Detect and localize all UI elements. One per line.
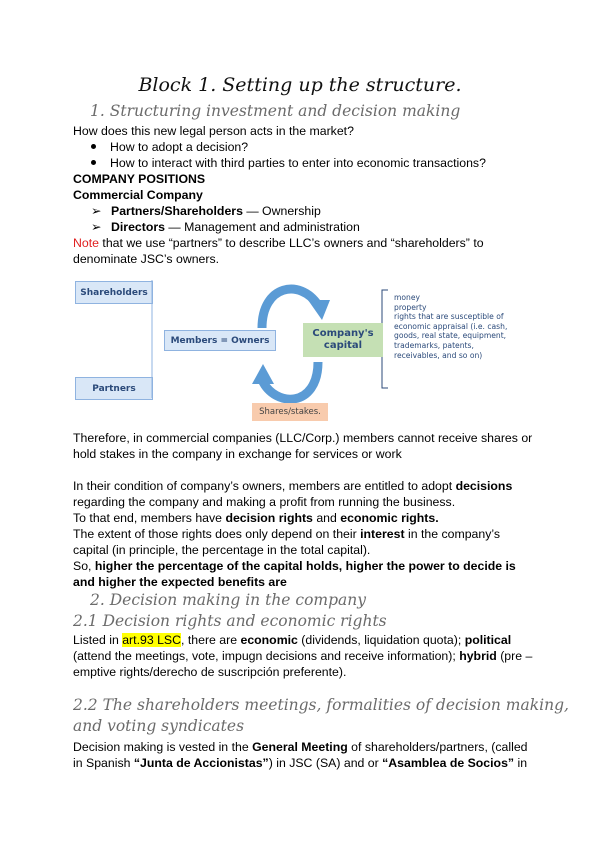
subsection-2-2-heading: 2.2 The shareholders meetings, formalities of decision making, <box>73 696 569 714</box>
shareholders-box: Shareholders <box>75 281 153 304</box>
paragraph-line: hold stakes in the company in exchange for services or work <box>73 447 402 461</box>
paragraph-line: In their condition of company’s owners, members are entitled to adopt decisions <box>73 479 513 493</box>
paragraph-line: in Spanish “Junta de Accionistas”) in JSC (SA) and or “Asamblea de Socios” in <box>73 756 528 770</box>
page-title: Block 1. Setting up the structure. <box>138 74 462 96</box>
role-item: ➢ Directors — Management and administration <box>91 220 360 234</box>
note-line: Note that we use “partners” to describe LLC’s owners and “shareholders” to <box>73 236 484 250</box>
paragraph-line: The extent of those rights does only depend on their interest in the company’s <box>73 527 501 541</box>
role-item: ➢ Partners/Shareholders — Ownership <box>91 204 321 218</box>
bullet-item: How to interact with third parties to enter into economic transactions? <box>91 155 486 171</box>
bullet-item: How to adopt a decision? <box>91 139 248 155</box>
top-arrowhead-icon <box>308 300 330 320</box>
paragraph-line: So, higher the percentage of the capital holds, higher the power to decide is <box>73 559 516 573</box>
shares-stakes-box: Shares/stakes. <box>252 403 328 421</box>
paragraph-line: To that end, members have decision rights and economic rights. <box>73 511 439 525</box>
subsection-2-1-heading: 2.1 Decision rights and economic rights <box>73 612 387 630</box>
section-2-heading: 2. Decision making in the company <box>90 591 367 609</box>
arrow-bullet-icon: ➢ <box>91 204 102 218</box>
paragraph-line: Listed in art.93 LSC, there are economic (dividends, liquidation quota); political <box>73 633 512 647</box>
arrow-bullet-icon: ➢ <box>91 220 102 234</box>
company-positions-heading: COMPANY POSITIONS <box>73 172 206 186</box>
highlighted-reference: art.93 LSC <box>122 633 182 647</box>
paragraph-line: capital (in principle, the percentage in the total capital). <box>73 543 371 557</box>
paragraph-line: Therefore, in commercial companies (LLC/Corp.) members cannot receive shares or <box>73 431 533 445</box>
note-line-2: denominate JSC’s owners. <box>73 252 220 266</box>
capital-contributions-list: money property rights that are susceptible of economic appraisal (i.e. cash, goods, real state, equipment, trademarks, patents, receivables, and so on) <box>394 293 508 360</box>
paragraph-line: Decision making is vested in the General Meeting of shareholders/partners, (called <box>73 740 528 754</box>
section-1-heading: 1. Structuring investment and decision making <box>90 102 461 120</box>
subsection-2-2-heading-cont: and voting syndicates <box>73 717 245 735</box>
intro-question: How does this new legal person acts in the market? <box>73 124 354 138</box>
bottom-arrowhead-icon <box>252 364 274 384</box>
paragraph-line: and higher the expected benefits are <box>73 575 287 589</box>
paragraph-line: (attend the meetings, vote, impugn decisions and receive information); hybrid (pre – <box>73 649 533 663</box>
company-capital-box: Company's capital <box>303 323 383 357</box>
commercial-company-heading: Commercial Company <box>73 188 203 202</box>
paragraph-line: regarding the company and making a profit from running the business. <box>73 495 456 509</box>
paragraph-line: emptive rights/derecho de suscripción preferente). <box>73 665 347 679</box>
members-owners-box: Members = Owners <box>164 330 276 351</box>
partners-box: Partners <box>75 377 153 400</box>
